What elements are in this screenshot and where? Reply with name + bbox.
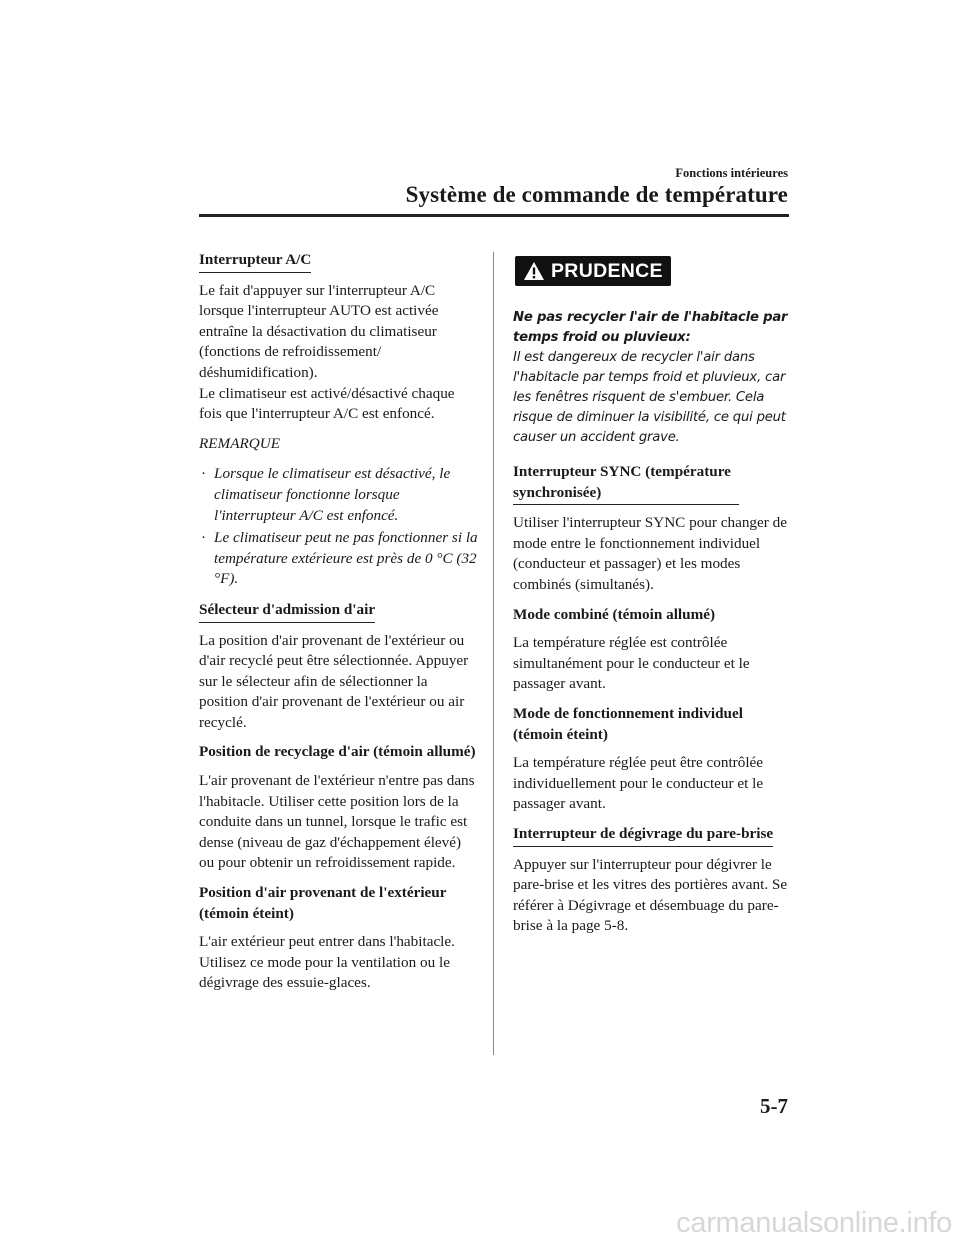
ac-switch-paragraph: Le fait d'appuyer sur l'interrupteur A/C lorsque l'interrupteur AUTO est activée entraîne la désactivation du climatiseur (fonctions de refroidissement/ déshumidification). bbox=[199, 281, 439, 381]
recirculation-paragraph: L'air provenant de l'extérieur n'entre pas dans l'habitacle. Utiliser cette position lors de la conduite dans un tunnel, lorsque le trafic est dense (niveau de gaz d'échappement élevé) ou pour obtenir un refroidissement rapide. bbox=[199, 772, 475, 872]
page-number: 5-7 bbox=[760, 1094, 788, 1118]
page-title: Système de commande de température bbox=[405, 182, 788, 207]
air-intake-heading: Sélecteur d'admission d'air bbox=[199, 600, 375, 623]
caution-warning-title: Ne pas recycler l'air de l'habitacle par temps froid ou pluvieux: bbox=[513, 310, 788, 345]
outside-air-heading: Position d'air provenant de l'extérieur (témoin éteint) bbox=[199, 884, 447, 922]
bullet-icon: · bbox=[201, 529, 207, 547]
caution-label: PRUDENCE bbox=[551, 259, 663, 282]
column-divider bbox=[493, 252, 494, 1055]
section-label: Fonctions intérieures bbox=[675, 166, 788, 180]
sync-switch-paragraph: Utiliser l'interrupteur SYNC pour changer de mode entre le fonctionnement individuel (conducteur et passager) et les modes combinés (simultanés). bbox=[513, 514, 787, 593]
individual-mode-paragraph: La température réglée peut être contrôlée individuellement pour le conducteur et le passager avant. bbox=[513, 754, 764, 813]
watermark: carmanualsonline.info bbox=[676, 1207, 952, 1239]
left-column bbox=[199, 250, 479, 1003]
caution-banner bbox=[515, 256, 671, 286]
sync-switch-heading: Interrupteur SYNC (température synchronisée) bbox=[513, 462, 739, 505]
windshield-defroster-heading: Interrupteur de dégivrage du pare-brise bbox=[513, 824, 773, 847]
remark-item: · Lorsque le climatiseur est désactivé, le climatiseur fonctionne lorsque l'interrupteur A/C est enfoncé. bbox=[201, 465, 451, 524]
caution-warning-body: Il est dangereux de recycler l'air dans l'habitacle par temps froid et pluvieux, car les fenêtres risquent de s'embuer. Cela risque de diminuer la visibilité, ce qui peut causer un accident grave. bbox=[513, 350, 786, 445]
right-column bbox=[513, 250, 793, 946]
ac-switch-paragraph-2: Le climatiseur est activé/désactivé chaque fois que l'interrupteur A/C est enfoncé. bbox=[199, 384, 455, 423]
remark-item: · Le climatiseur peut ne pas fonctionner si la température extérieure est près de 0 °C (32 °F). bbox=[201, 529, 478, 588]
recirculation-heading: Position de recyclage d'air (témoin allumé) bbox=[199, 743, 476, 761]
windshield-defroster-paragraph: Appuyer sur l'interrupteur pour dégivrer le pare-brise et les vitres des portières avant. Se référer à Dégivrage et désembuage du pare-brise à la page 5-8. bbox=[513, 855, 788, 935]
ac-switch-heading: Interrupteur A/C bbox=[199, 250, 311, 273]
air-intake-paragraph: La position d'air provenant de l'extérieur ou d'air recyclé peut être sélectionnée. Appuyer sur le sélecteur afin de sélectionner la position d'air provenant de l'extérieur ou air recyclé. bbox=[199, 631, 469, 731]
individual-mode-heading: Mode de fonctionnement individuel (témoin éteint) bbox=[513, 704, 743, 743]
outside-air-paragraph: L'air extérieur peut entrer dans l'habitacle. Utilisez ce mode pour la ventilation ou le dégivrage des essuie-glaces. bbox=[199, 933, 455, 992]
warning-triangle-icon bbox=[523, 261, 545, 281]
bullet-icon: · bbox=[201, 465, 207, 483]
combined-mode-paragraph: La température réglée est contrôlée simultanément pour le conducteur et le passager avant. bbox=[513, 634, 750, 693]
remark-list bbox=[199, 464, 479, 590]
caution-text bbox=[513, 308, 793, 448]
header-rule bbox=[199, 214, 789, 217]
combined-mode-heading: Mode combiné (témoin allumé) bbox=[513, 605, 716, 623]
remark-label: REMARQUE bbox=[199, 434, 280, 452]
